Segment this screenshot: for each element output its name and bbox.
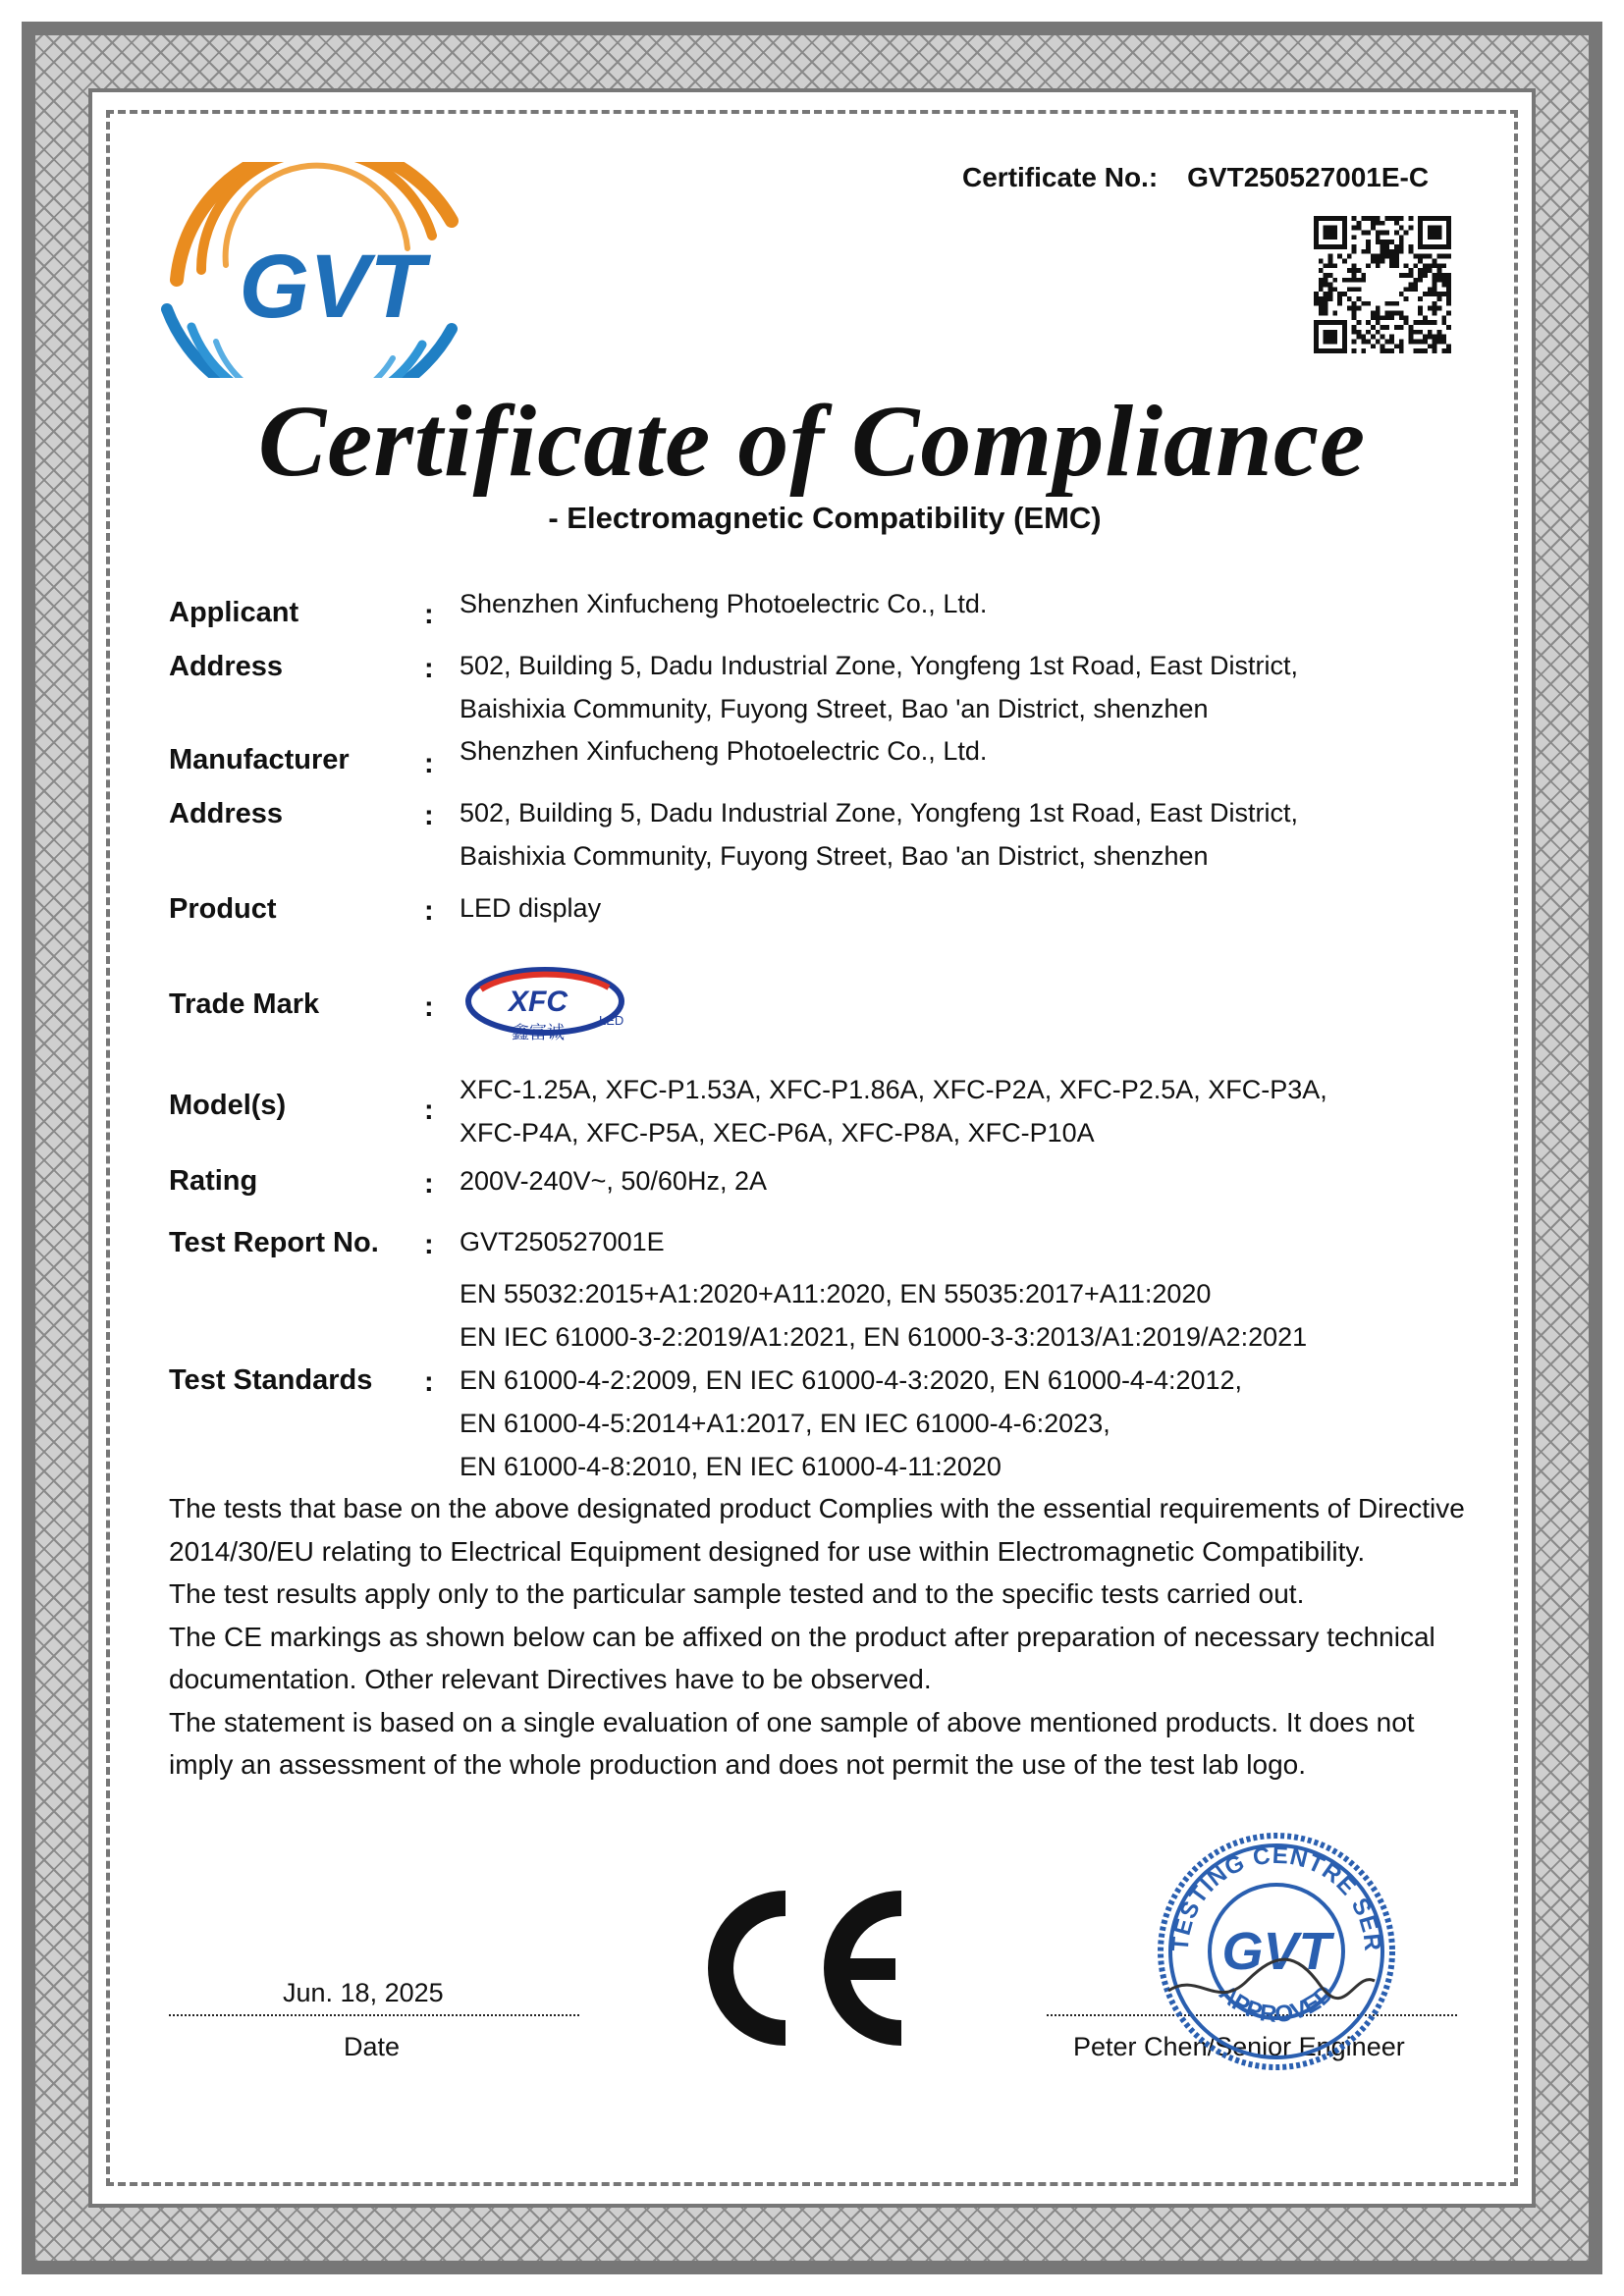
date-signature-line <box>169 2014 579 2016</box>
models-value <box>460 1068 1327 1154</box>
stamp-bottom-text: APPROVED <box>1214 1980 1339 2029</box>
approval-stamp <box>1149 1824 1404 2084</box>
standard-line: EN IEC 61000-3-2:2019/A1:2021, EN 61000-3-3:2013/A1:2019/A2:2021 <box>460 1322 1308 1352</box>
ce-mark <box>687 1890 913 2052</box>
test-standards-value <box>460 1272 1307 1488</box>
test-standards-colon: : <box>424 1366 434 1398</box>
certificate-number-line <box>962 162 1429 193</box>
models-colon: : <box>424 1095 434 1126</box>
address-line: 502, Building 5, Dadu Industrial Zone, Yongfeng 1st Road, East District, <box>460 798 1299 828</box>
statement-text <box>169 1487 1485 1787</box>
gvt-logo <box>157 162 491 383</box>
test-report-value: GVT250527001E <box>460 1227 665 1256</box>
trade-mark-logo <box>461 960 628 1053</box>
model-line: XFC-1.25A, XFC-P1.53A, XFC-P1.86A, XFC-P2A, XFC-P2.5A, XFC-P3A, <box>460 1075 1327 1104</box>
date-value: Jun. 18, 2025 <box>283 1978 444 2007</box>
stamp-center-text: GVT <box>1221 1922 1331 1981</box>
statement-paragraph: The CE markings as shown below can be affixed on the product after preparation of necessary technical documentation. Other relevant Directives have to be observed. <box>169 1621 1435 1694</box>
models-label: Model(s) <box>169 1090 287 1121</box>
trade-mark-label: Trade Mark <box>169 988 320 1020</box>
test-report-label: Test Report No. <box>169 1227 379 1258</box>
address-line: Baishixia Community, Fuyong Street, Bao 'an District, shenzhen <box>460 841 1209 871</box>
date-label: Date <box>344 2032 401 2061</box>
model-line: XFC-P4A, XFC-P5A, XEC-P6A, XFC-P8A, XFC-P10A <box>460 1118 1095 1148</box>
engineer-name: Peter Chen/Senior Engineer <box>1073 2032 1405 2061</box>
manufacturer-address-label: Address <box>169 798 284 829</box>
trade-mark-colon: : <box>424 991 434 1023</box>
applicant-label: Applicant <box>169 597 299 628</box>
manufacturer-colon: : <box>424 748 434 779</box>
manufacturer-address-colon: : <box>424 800 434 831</box>
trade-mark-text: XFC <box>509 986 568 1018</box>
rating-label: Rating <box>169 1165 258 1197</box>
logo-wordmark: GVT <box>239 237 425 337</box>
page-title: Certificate of Compliance <box>257 385 1367 498</box>
qr-code <box>1314 216 1451 358</box>
statement-paragraph: The statement is based on a single evaluation of one sample of above mentioned products. It does not imply an assessment of the whole production and does not permit the use of the test lab logo. <box>169 1706 1415 1780</box>
product-colon: : <box>424 895 434 927</box>
stamp-ring-text: TESTING CENTRE SER <box>1166 1842 1386 1953</box>
applicant-address-label: Address <box>169 651 284 682</box>
rating-colon: : <box>424 1168 434 1200</box>
statement-paragraph: The test results apply only to the particular sample tested and to the specific tests carried out. <box>169 1578 1305 1609</box>
product-value: LED display <box>460 893 602 923</box>
page-subtitle: - Electromagnetic Compatibility (EMC) <box>548 501 1102 535</box>
manufacturer-address-value <box>460 791 1298 878</box>
address-line: 502, Building 5, Dadu Industrial Zone, Yongfeng 1st Road, East District, <box>460 651 1299 680</box>
applicant-value: Shenzhen Xinfucheng Photoelectric Co., Ltd. <box>460 589 988 618</box>
standard-line: EN 61000-4-2:2009, EN IEC 61000-4-3:2020, EN 61000-4-4:2012, <box>460 1365 1243 1395</box>
test-standards-label: Test Standards <box>169 1364 373 1396</box>
manufacturer-label: Manufacturer <box>169 744 350 775</box>
address-line: Baishixia Community, Fuyong Street, Bao 'an District, shenzhen <box>460 694 1209 723</box>
standard-line: EN 55032:2015+A1:2020+A11:2020, EN 55035:2017+A11:2020 <box>460 1279 1212 1308</box>
applicant-address-value <box>460 644 1298 730</box>
applicant-colon: : <box>424 599 434 630</box>
product-label: Product <box>169 893 277 925</box>
applicant-address-colon: : <box>424 653 434 684</box>
statement-paragraph: The tests that base on the above designated product Complies with the essential requirements of Directive 2014/30/EU relating to Electrical Equipment designed for use within Electromagnetic Compatibility. <box>169 1493 1465 1567</box>
trade-mark-led: LED <box>599 1013 624 1028</box>
rating-value: 200V-240V~, 50/60Hz, 2A <box>460 1166 767 1196</box>
test-report-colon: : <box>424 1229 434 1260</box>
certificate-number: GVT250527001E-C <box>1187 162 1430 192</box>
standard-line: EN 61000-4-5:2014+A1:2017, EN IEC 61000-4-6:2023, <box>460 1409 1110 1438</box>
manufacturer-value: Shenzhen Xinfucheng Photoelectric Co., Ltd. <box>460 736 988 766</box>
standard-line: EN 61000-4-8:2010, EN IEC 61000-4-11:2020 <box>460 1452 1001 1481</box>
certificate-number-label: Certificate No.: <box>962 162 1159 192</box>
trade-mark-chinese: 鑫富诚 <box>512 1023 565 1043</box>
